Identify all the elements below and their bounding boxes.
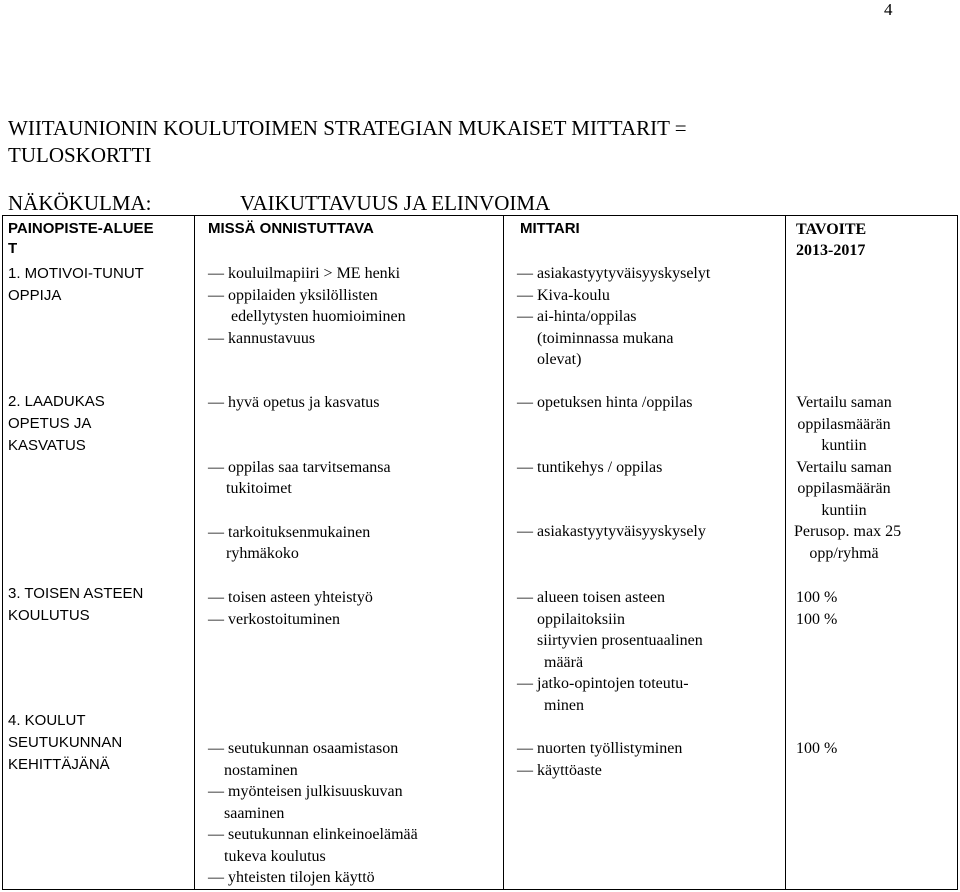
list-item: — käyttöaste	[517, 761, 602, 779]
metric-4	[517, 738, 682, 781]
list-item: — nuorten työllistyminen	[517, 740, 683, 757]
list-item: — seutukunnan elinkeinoelämää	[208, 826, 418, 843]
list-item: — asiakastyytyväisyyskyselyt	[517, 265, 711, 282]
table-right-border	[957, 215, 958, 890]
list-item: — kouluilmapiiri > ME henki	[208, 265, 401, 282]
target-4: 100 %	[796, 740, 838, 757]
target-3: 100 % 100 %	[796, 589, 838, 628]
list-item: — hyvä opetus ja kasvatus	[208, 394, 380, 411]
success-2	[208, 392, 391, 565]
list-item: — verkostoituminen	[208, 610, 340, 628]
table-left-border	[2, 215, 3, 890]
area-4: 4. KOULUT SEUTUKUNNAN KEHITTÄJÄNÄ	[8, 712, 123, 773]
list-item: — oppilas saa tarvitsemansa	[208, 458, 391, 476]
list-item: — myönteisen julkisuuskuvan	[208, 783, 403, 800]
area-2: 2. LAADUKAS OPETUS JA KASVATUS	[8, 393, 105, 454]
success-1	[208, 263, 406, 349]
list-item: — asiakastyytyväisyyskysely	[517, 523, 706, 540]
target-2: Vertailu saman oppilasmäärän kuntiin Vertailu saman oppilasmäärän kuntiin Perusop. max 25 opp/ryhmä	[794, 394, 902, 562]
success-3	[208, 587, 373, 630]
list-item: — toisen asteen yhteistyö	[208, 589, 373, 606]
list-item: — tuntikehys / oppilas	[517, 458, 663, 476]
list-item: — tarkoituksenmukainen	[208, 523, 371, 541]
table-bottom-border	[2, 889, 958, 890]
list-item-continuation: edellytysten huomioiminen	[231, 308, 406, 325]
list-item-continuation: ryhmäkoko	[226, 545, 299, 562]
metric-1	[517, 263, 710, 371]
list-item-continuation: oppilaitoksiin	[537, 610, 625, 628]
column-header-metric: MITTARI	[520, 220, 580, 237]
list-item-continuation: tukeva koulutus	[224, 847, 326, 865]
viewpoint-value: VAIKUTTAVUUS JA ELINVOIMA	[240, 191, 551, 215]
metric-3	[517, 587, 703, 716]
page-number: 4	[884, 0, 893, 19]
list-item-continuation: tukitoimet	[226, 480, 292, 497]
list-item: — ai-hinta/oppilas	[517, 308, 637, 325]
list-item: — jatko-opintojen toteutu-	[517, 675, 689, 692]
list-item-continuation: nostaminen	[224, 761, 298, 779]
list-item-continuation: saaminen	[224, 804, 285, 822]
column-divider-2	[503, 215, 504, 890]
list-item: — yhteisten tilojen käyttö	[208, 869, 375, 886]
list-item: — Kiva-koulu	[517, 286, 610, 304]
metric-2	[517, 392, 706, 543]
list-item-continuation: minen	[544, 696, 584, 714]
list-item: — kannustavuus	[208, 329, 316, 347]
column-divider-1	[194, 215, 195, 890]
page-title-line-1: WIITAUNIONIN KOULUTOIMEN STRATEGIAN MUKAISET MITTARIT =	[8, 116, 687, 140]
page-title-line-2: TULOSKORTTI	[8, 143, 152, 167]
area-1: 1. MOTIVOI-TUNUT OPPIJA	[8, 265, 144, 304]
viewpoint-label: NÄKÖKULMA:	[8, 191, 152, 215]
column-header-success: MISSÄ ONNISTUTTAVA	[208, 220, 374, 237]
list-item: — alueen toisen asteen	[517, 589, 665, 606]
success-4	[208, 738, 418, 889]
table-top-border	[2, 215, 958, 216]
list-item: — opetuksen hinta /oppilas	[517, 394, 693, 411]
list-item-continuation: siirtyvien prosentuaalinen	[537, 632, 703, 649]
list-item: — seutukunnan osaamistason	[208, 740, 399, 757]
list-item-continuation: (toiminnassa mukana	[537, 329, 674, 347]
area-3: 3. TOISEN ASTEEN KOULUTUS	[8, 585, 144, 624]
column-header-area: PAINOPISTE-ALUEE T	[8, 220, 154, 257]
list-item-continuation: olevat)	[537, 351, 582, 368]
column-divider-3	[785, 215, 786, 890]
list-item-continuation: määrä	[544, 653, 584, 671]
list-item: — oppilaiden yksilöllisten	[208, 286, 378, 304]
column-header-target: TAVOITE 2013-2017	[796, 221, 867, 259]
